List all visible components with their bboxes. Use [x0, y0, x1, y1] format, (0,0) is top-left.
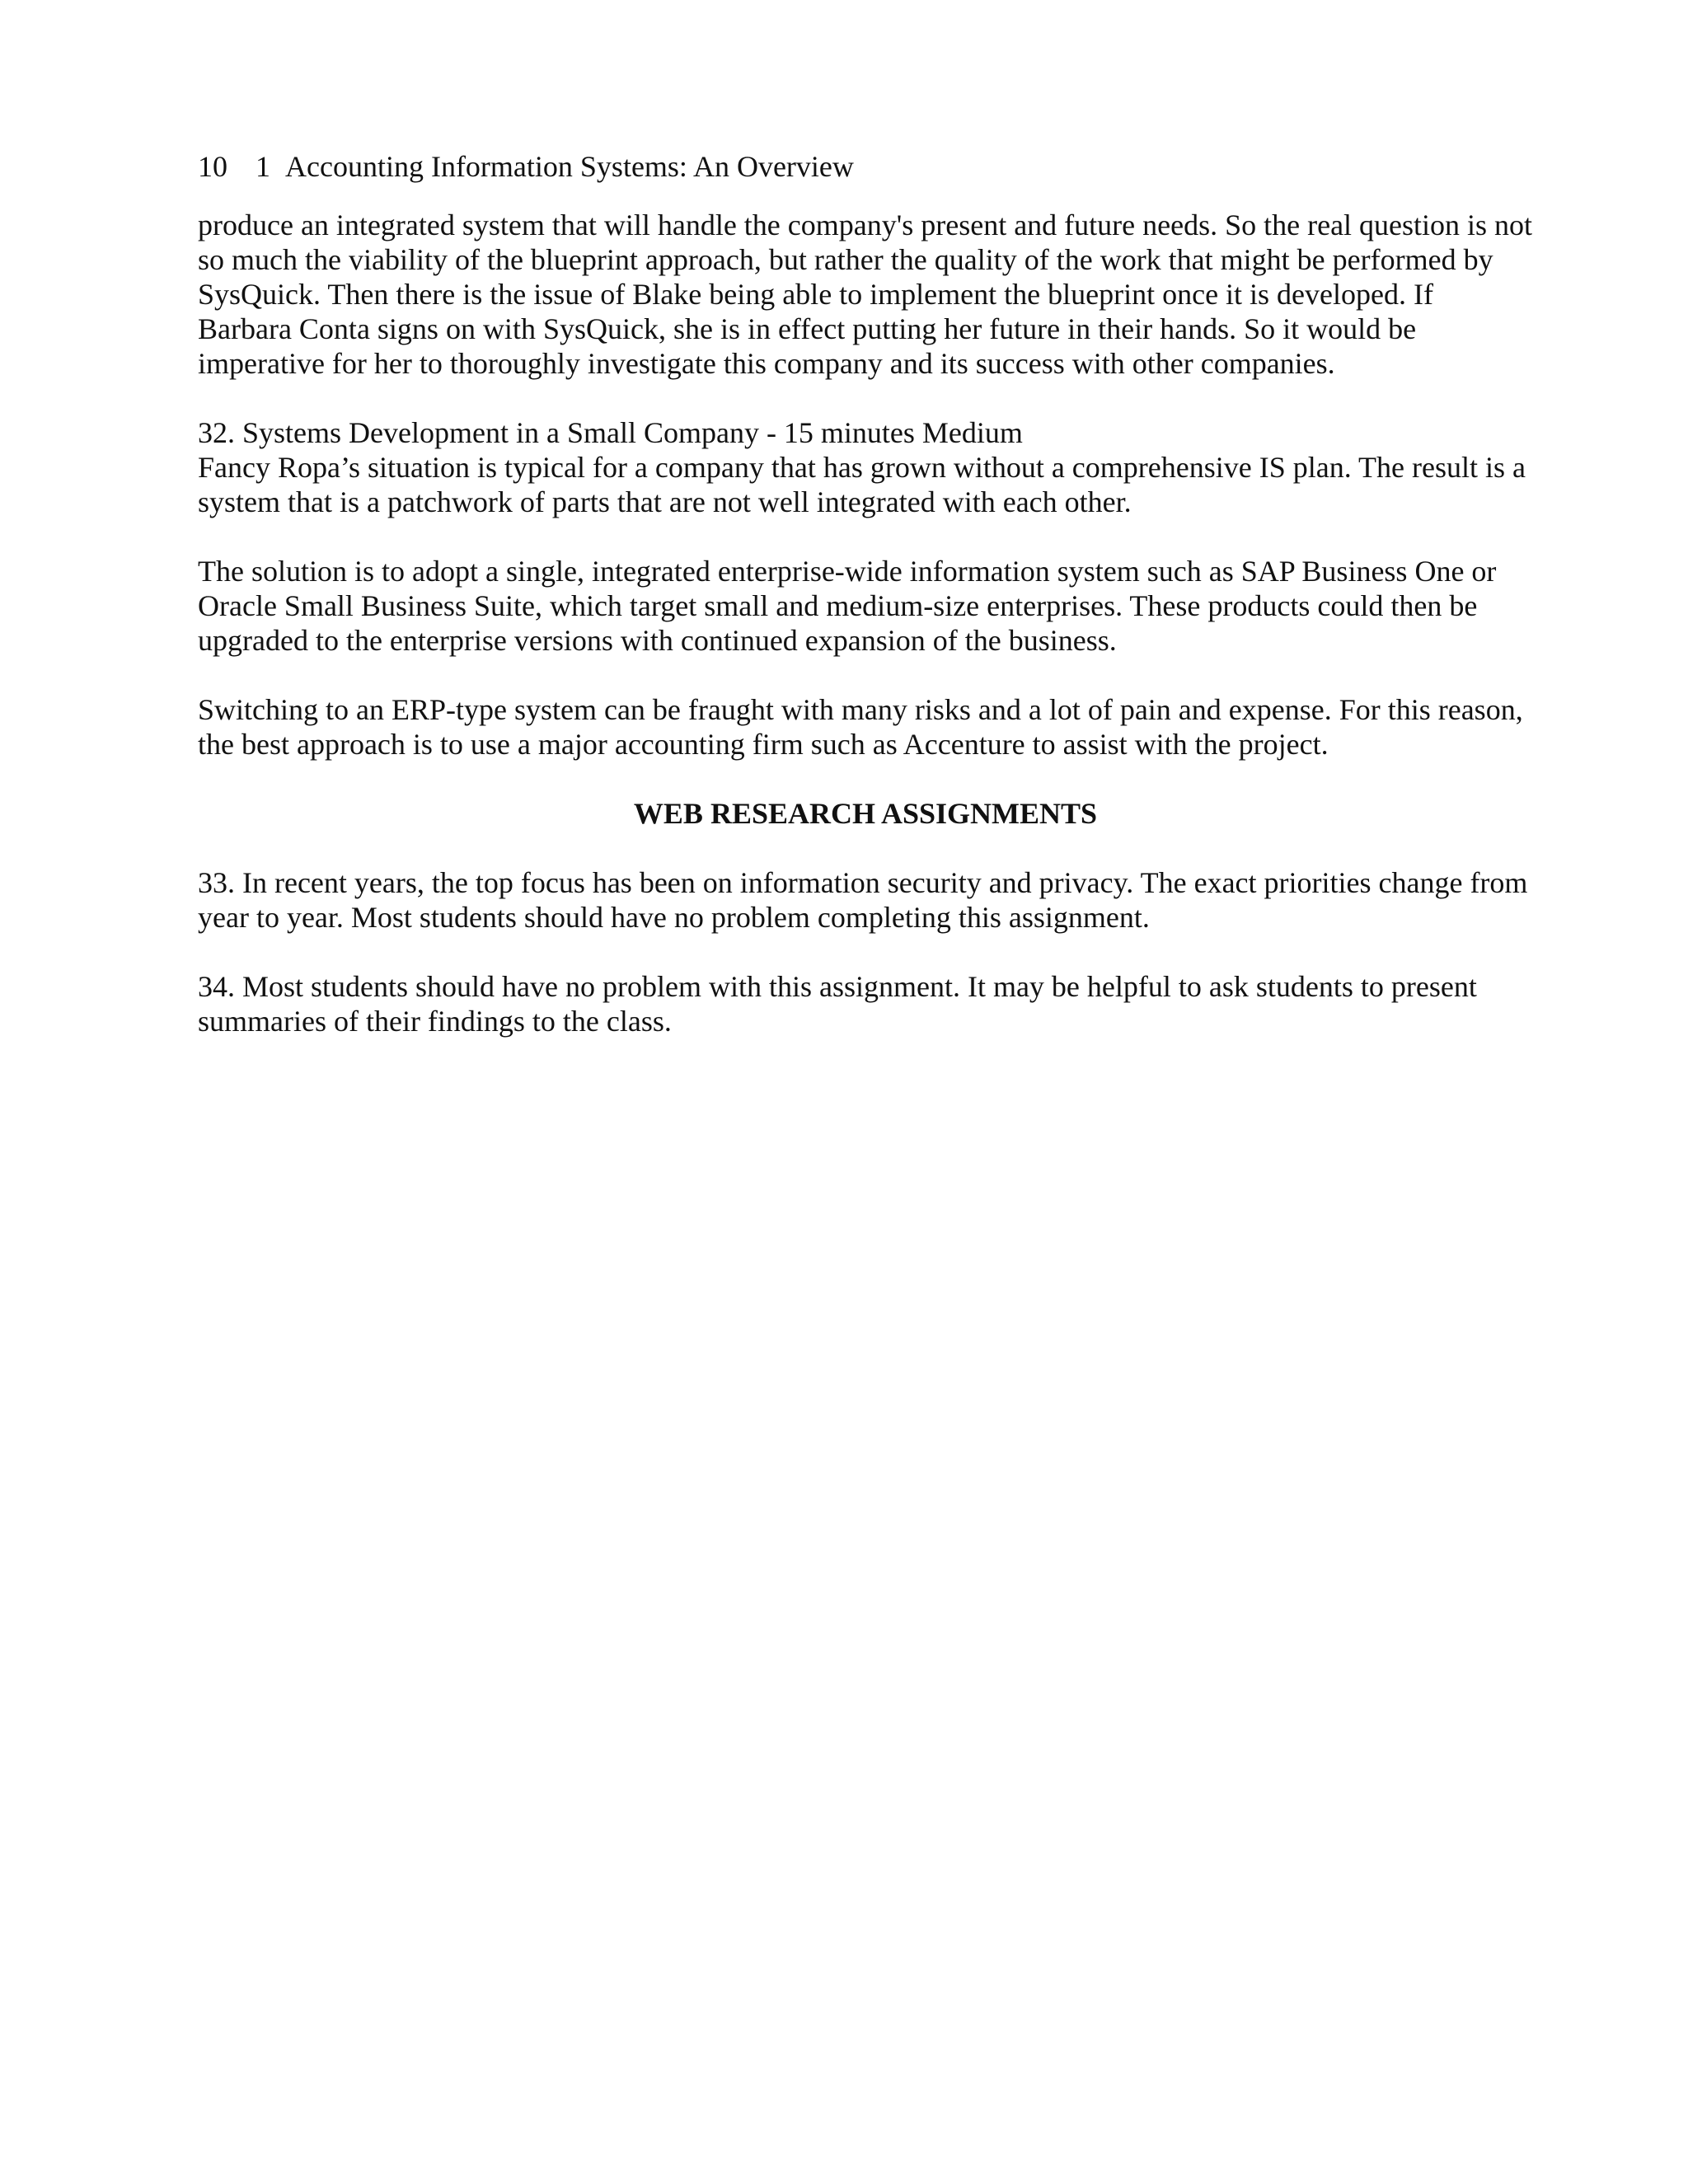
- question-33: 33. In recent years, the top focus has been on information security and privacy. The exact priorities change from year to year. Most students should have no problem completing this assignment.: [198, 866, 1528, 934]
- question-34: 34. Most students should have no problem with this assignment. It may be helpful to ask students to present summaries of their findings to the class.: [198, 970, 1477, 1038]
- chapter-title: Accounting Information Systems: An Overview: [285, 150, 854, 183]
- section-heading: WEB RESEARCH ASSIGNMENTS: [633, 797, 1098, 830]
- question-32-paragraph-3: Switching to an ERP-type system can be fraught with many risks and a lot of pain and expense. For this reason, the best approach is to use a major accounting firm such as Accenture to assist with the project.: [198, 693, 1523, 761]
- question-32-paragraph-1: Fancy Ropa’s situation is typical for a company that has grown without a comprehensive IS plan. The result is a system that is a patchwork of parts that are not well integrated with each other.: [198, 451, 1526, 518]
- continued-paragraph: produce an integrated system that will handle the company's present and future needs. So the real question is not so much the viability of the blueprint approach, but rather the quality of the work that might be performed by SysQuick. Then there is the issue of Blake being able to implement the blueprint once it is developed. If Barbara Conta signs on with SysQuick, she is in effect putting her future in their hands. So it would be imperative for her to thoroughly investigate this company and its success with other companies.: [198, 209, 1533, 380]
- chapter-number: 1: [256, 150, 270, 183]
- running-header: [198, 147, 1533, 186]
- question-32-paragraph-2: The solution is to adopt a single, integrated enterprise-wide information system such as SAP Business One or Oracle Small Business Suite, which target small and medium-size enterprises. These products could then be upgraded to the enterprise versions with continued expansion of the business.: [198, 555, 1497, 657]
- page-number: 10: [198, 150, 227, 183]
- question-32-title: 32. Systems Development in a Small Company - 15 minutes Medium: [198, 416, 1023, 449]
- document-page: [198, 147, 1533, 1038]
